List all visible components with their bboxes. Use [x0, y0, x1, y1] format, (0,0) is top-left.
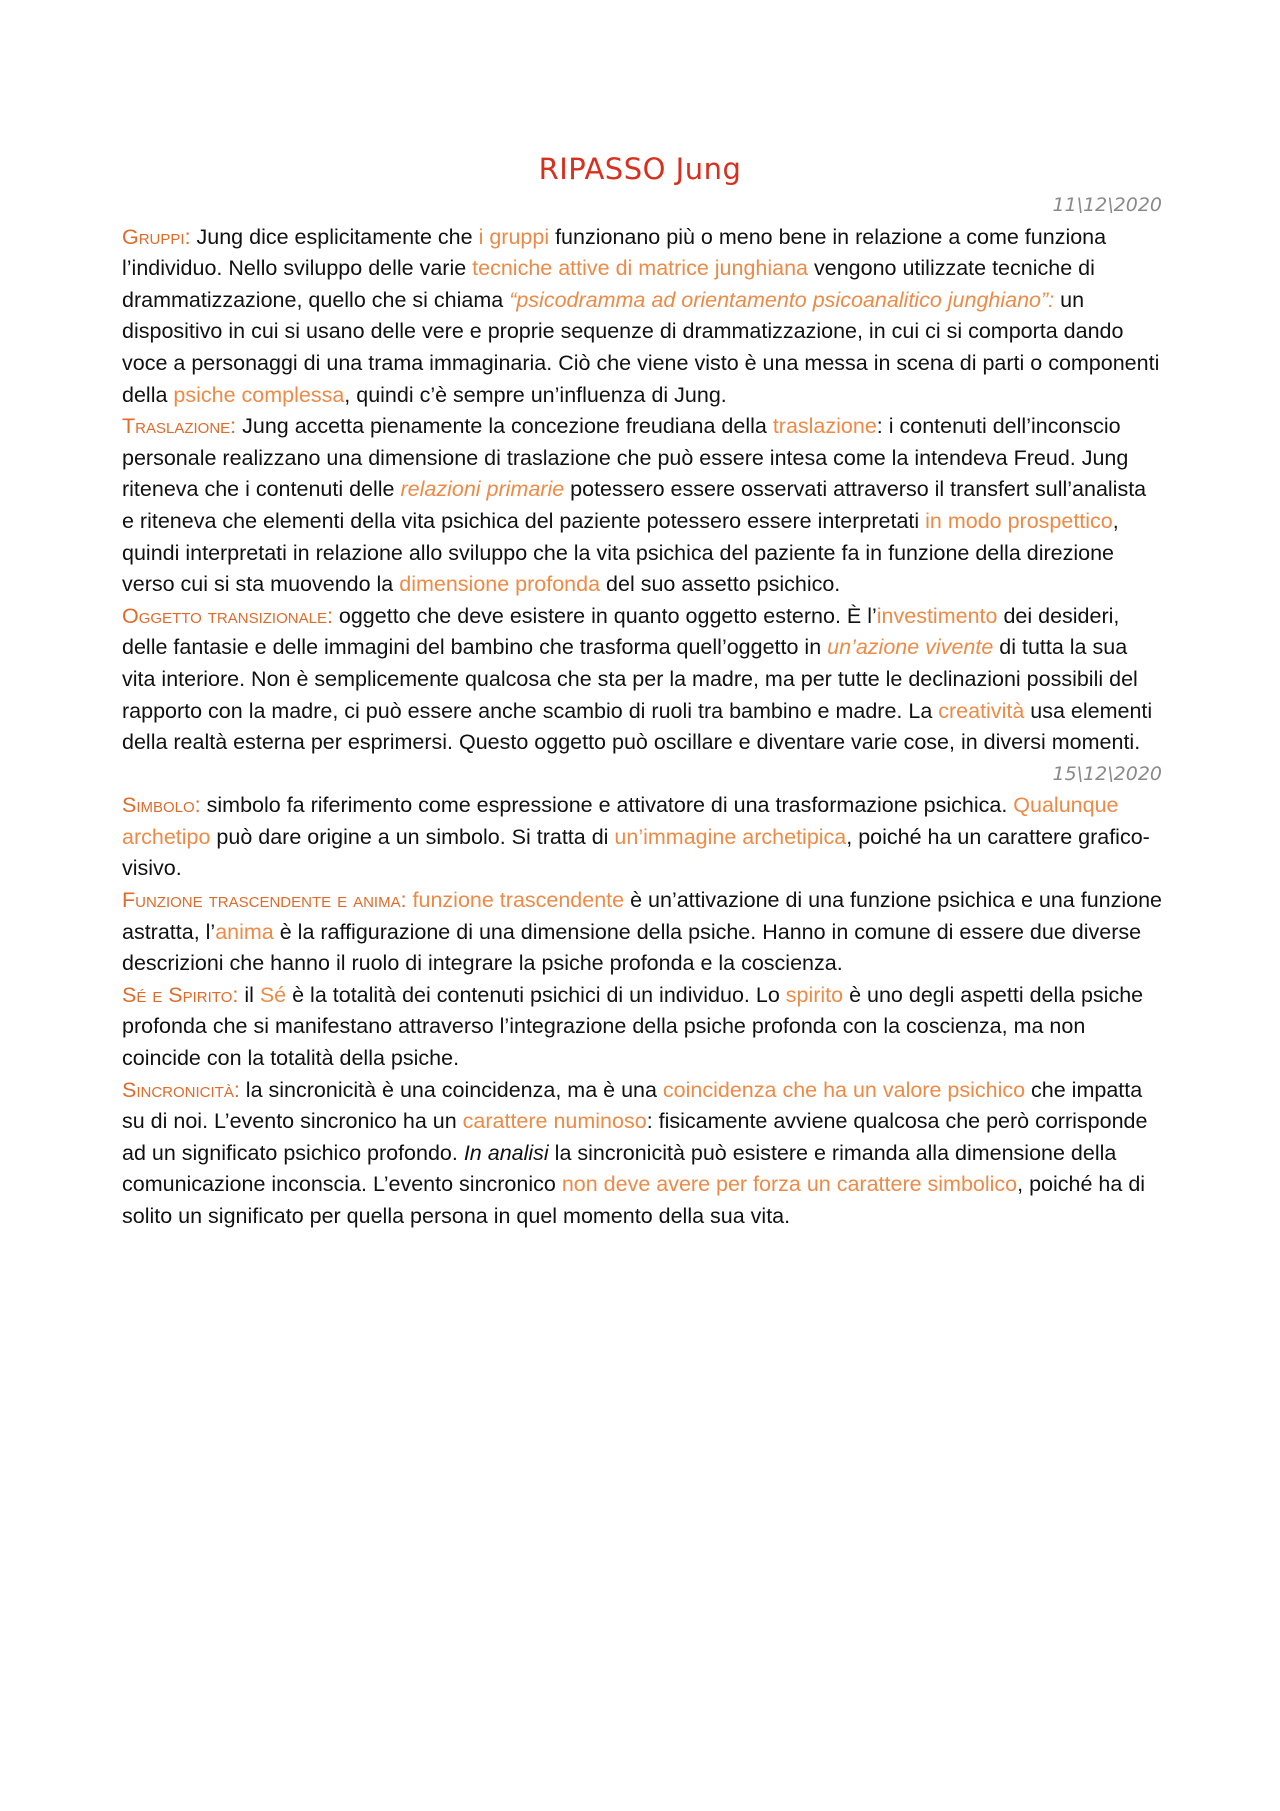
highlighted-term: carattere numinoso [462, 1109, 647, 1134]
date-stamp: 15\12\2020 [1052, 762, 1162, 785]
body-text: potessero essere osservati attraverso il transfert sull’analista e riteneva che elementi della vita psichica del paziente potessero essere interpretati [122, 477, 1147, 533]
body-text: è uno degli aspetti della psiche profonda che si manifestano attraverso l’integrazione della psiche profonda con la coscienza, ma non coincide con la totalità della psiche. [122, 982, 1144, 1071]
highlighted-term: i gruppi [478, 224, 550, 249]
body-text: , poiché ha di solito un significato per quella persona in quel momento della sua vita. [122, 1172, 1146, 1228]
highlighted-term: funzione trascendente [412, 888, 625, 913]
body-text: Jung dice esplicitamente che [190, 224, 479, 249]
highlighted-term: coincidenza che ha un valore psichico [662, 1077, 1026, 1102]
highlighted-term: in modo prospettico [925, 508, 1113, 533]
body-text: un dispositivo in cui si usano delle vere e proprie sequenze di drammatizzazione, in cui ci si comporta dando voce a personaggi di una trama immaginaria. Ciò che viene visto è una messa in scena di parti o componenti della [122, 287, 1160, 407]
highlighted-term: un’azione vivente [827, 635, 994, 660]
highlighted-term: In analisi [463, 1140, 549, 1165]
section-label: Traslazione: [122, 414, 237, 439]
body-text: funzionano più o meno bene in relazione a come funziona l’individuo. Nello sviluppo delle varie [122, 224, 1107, 281]
body-text: , quindi interpretati in relazione allo sviluppo che la vita psichica del paziente fa in funzione della direzione verso cui si sta muovendo la [122, 508, 1119, 597]
body-text: è la totalità dei contenuti psichici di un individuo. Lo [286, 982, 786, 1007]
body-text: : fisicamente avviene qualcosa che però corrisponde ad un significato psichico profondo. [122, 1109, 1148, 1165]
date-stamp: 11\12\2020 [1052, 194, 1162, 216]
highlighted-term: psiche complessa [173, 382, 345, 407]
section-gruppi [122, 222, 1162, 412]
highlighted-term: Sé [259, 982, 287, 1007]
body-text: simbolo fa riferimento come espressione e attivatore di una trasformazione psichica. [200, 793, 1014, 818]
body-text: : i contenuti dell’inconscio personale realizzano una dimensione di traslazione che può essere intesa come la intendeva Freud. Jung riteneva che i contenuti delle [122, 414, 1129, 502]
body-text: dei desideri, delle fantasie e delle immagini del bambino che trasforma quell’oggetto in [122, 603, 1120, 660]
body-text: , poiché ha un carattere grafico-visivo. [122, 824, 1150, 881]
section-sincronicita [122, 1075, 1162, 1233]
body-text: la sincronicità è una coincidenza, ma è una [239, 1077, 663, 1102]
highlighted-term: Qualunque archetipo [122, 793, 1119, 849]
body-text: , quindi c’è sempre un’influenza di Jung. [344, 382, 727, 407]
section-label: Oggetto transizionale: [122, 603, 333, 628]
highlighted-term: “psicodramma ad orientamento psicoanalitico junghiano”: [509, 287, 1055, 312]
section-funzione-trascendente [122, 885, 1162, 980]
section-label: Gruppi: [122, 224, 191, 249]
body-text: del suo assetto psichico. [600, 572, 841, 597]
highlighted-term: tecniche attive di matrice junghiana [472, 256, 809, 281]
body-text: Jung accetta pienamente la concezione freudiana della [236, 414, 773, 439]
highlighted-term: dimensione profonda [399, 572, 601, 597]
highlighted-term: anima [215, 919, 274, 944]
section-se-e-spirito [122, 980, 1162, 1075]
body-text: può dare origine a un simbolo. Si tratta di [210, 824, 615, 849]
section-simbolo [122, 790, 1162, 885]
section-oggetto-transizionale [122, 601, 1162, 759]
body-text: la sincronicità può esistere e rimanda alla dimensione della comunicazione inconscia. L’evento sincronico [122, 1140, 1117, 1197]
section-label: Simbolo: [122, 793, 201, 818]
highlighted-term: non deve avere per forza un carattere simbolico [561, 1172, 1018, 1197]
section-label: Funzione trascendente e anima: [122, 888, 407, 913]
highlighted-term: traslazione [772, 414, 877, 439]
document-body [122, 190, 1162, 1233]
body-text: oggetto che deve esistere in quanto oggetto esterno. È l’ [332, 603, 877, 628]
body-text: è la raffigurazione di una dimensione della psiche. Hanno in comune di essere due diverse descrizioni che hanno il ruolo di integrare la psiche profonda e la coscienza. [122, 919, 1142, 976]
highlighted-term: relazioni primarie [400, 477, 565, 502]
section-label: Sincronicità: [122, 1077, 240, 1102]
highlighted-term: un’immagine archetipica [614, 824, 847, 849]
highlighted-term: creatività [938, 698, 1025, 723]
section-label: Sé e Spirito: [122, 982, 239, 1007]
body-text: il [238, 982, 260, 1007]
highlighted-term: spirito [785, 982, 844, 1007]
body-text: che impatta su di noi. L’evento sincronico ha un [122, 1077, 1143, 1134]
body-text: è un’attivazione di una funzione psichica e una funzione astratta, l’ [122, 888, 1163, 944]
page-title: RIPASSO Jung [538, 152, 742, 186]
highlighted-term: investimento [876, 603, 998, 628]
body-text: usa elementi della realtà esterna per esprimersi. Questo oggetto può oscillare e diventare varie cose, in diversi momenti. [122, 698, 1153, 755]
body-text: vengono utilizzate tecniche di drammatizzazione, quello che si chiama [122, 256, 1095, 312]
body-text: di tutta la sua vita interiore. Non è semplicemente qualcosa che sta per la madre, ma per tutte le declinazioni possibili del rapporto con la madre, ci può essere anche scambio di ruoli tra bambino e madre. La [122, 635, 1138, 723]
section-traslazione [122, 411, 1162, 601]
